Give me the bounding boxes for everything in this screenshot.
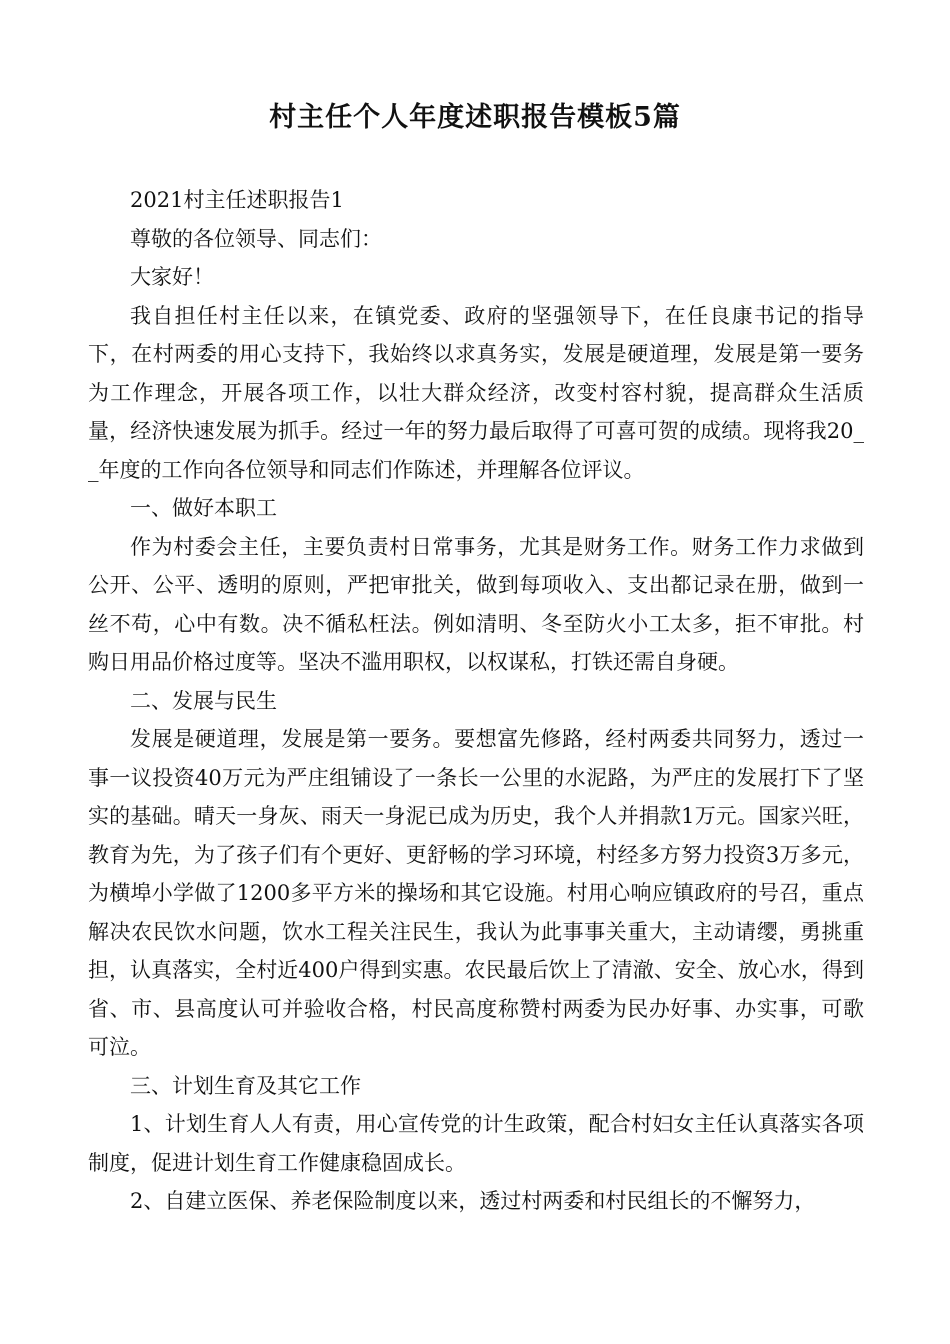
section-1-paragraph: 作为村委会主任，主要负责村日常事务，尤其是财务工作。财务工作力求做到公开、公平、透明的原则，严把审批关，做到每项收入、支出都记录在册，做到一丝不苟，心中有数。决不循私枉法。例如清明、冬至防火小工太多，拒不审批。村购日用品价格过度等。坚决不滥用职权，以权谋私，打铁还需自身硬。: [88, 534, 864, 674]
section-heading-2: 二、发展与民生: [130, 688, 277, 713]
section-heading-3: 三、计划生育及其它工作: [130, 1073, 361, 1098]
document-title: 村主任个人年度述职报告模板5篇: [269, 102, 681, 133]
document-body: [88, 181, 864, 1221]
greeting: 大家好！: [130, 265, 214, 289]
section-3-item-1: 1、计划生育人人有责，用心宣传党的计生政策，配合村妇女主任认真落实各项制度，促进计划生育工作健康稳固成长。: [88, 1112, 864, 1175]
salutation: 尊敬的各位领导、同志们：: [130, 226, 382, 251]
section-2-paragraph: 发展是硬道理，发展是第一要务。要想富先修路，经村两委共同努力，透过一事一议投资40万元为严庄组铺设了一条长一公里的水泥路，为严庄的发展打下了坚实的基础。晴天一身灰、雨天一身泥已成为历史，我个人并捐款1万元。国家兴旺，教育为先，为了孩子们有个更好、更舒畅的学习环境，村经多方努力投资3万多元，为横埠小学做了1200多平方米的操场和其它设施。村用心响应镇政府的号召，重点解决农民饮水问题，饮水工程关注民生，我认为此事事关重大，主动请缨，勇挑重担，认真落实，全村近400户得到实惠。农民最后饮上了清澈、安全、放心水，得到省、市、县高度认可并验收合格，村民高度称赞村两委为民办好事、办实事，可歌可泣。: [88, 727, 864, 1059]
report-heading: 2021村主任述职报告1: [130, 188, 344, 212]
intro-paragraph: 我自担任村主任以来，在镇党委、政府的坚强领导下，在任良康书记的指导下，在村两委的用心支持下，我始终以求真务实，发展是硬道理，发展是第一要务为工作理念，开展各项工作，以壮大群众经济，改变村容村貌，提高群众生活质量，经济快速发展为抓手。经过一年的努力最后取得了可喜可贺的成绩。现将我20__年度的工作向各位领导和同志们作陈述，并理解各位评议。: [88, 303, 864, 482]
section-heading-1: 一、做好本职工: [130, 496, 277, 520]
section-3-item-2: 2、自建立医保、养老保险制度以来，透过村两委和村民组长的不懈努力，: [130, 1189, 816, 1213]
